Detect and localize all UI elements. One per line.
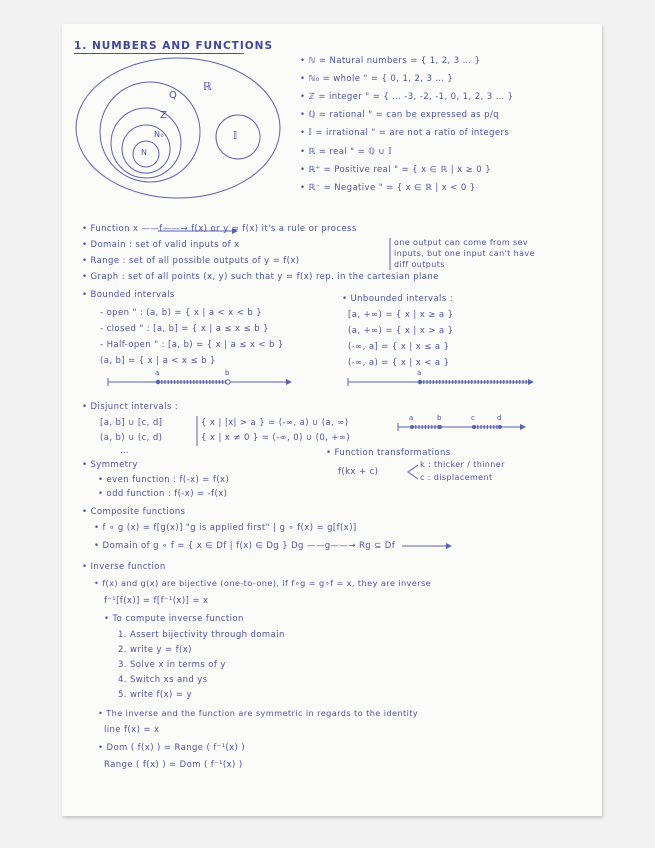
symmetry-title: • Symmetry <box>82 460 138 470</box>
set-def: • ℝ = real " = ℚ ∪ 𝕀 <box>300 147 392 157</box>
inverse-line: Range ( f(x) ) = Dom ( f⁻¹(x) ) <box>104 760 243 770</box>
venn-label-Q: Q <box>169 90 178 101</box>
disjunct-left: (a, b) ∪ (c, d) <box>100 433 163 443</box>
bounded-title: • Bounded intervals <box>82 290 175 300</box>
inverse-line: • To compute inverse function <box>104 614 244 624</box>
inverse-line: f⁻¹[f(x)] = f[f⁻¹(x)] = x <box>104 596 209 606</box>
transform-c: c : displacement <box>420 473 493 482</box>
transform-expr: f(kx + c) <box>338 467 379 477</box>
set-def: • 𝕀 = irrational " = are not a ratio of integers <box>300 128 510 138</box>
range-def: • Range : set of all possible outputs of y = f(x) <box>82 256 300 266</box>
unbounded-title: • Unbounded intervals : <box>342 294 454 304</box>
inverse-line: • f(x) and g(x) are bijective (one-to-one), if f∘g = g∘f = x, they are inverse <box>94 578 432 588</box>
page-title: 1. NUMBERS AND FUNCTIONS <box>74 40 274 52</box>
venn-label-I: 𝕀 <box>233 129 238 142</box>
unbounded-row: (-∞, a) = { x | x < a } <box>348 358 450 368</box>
set-def: • ℚ = rational " = can be expressed as p/q <box>300 110 499 120</box>
venn-I <box>216 115 260 159</box>
even-function: • even function : f(-x) = f(x) <box>98 475 230 485</box>
function-def: • Function x ——f——→ f(x) or y = f(x) it's a rule or process <box>82 224 357 234</box>
nl-label-a: a <box>155 369 160 377</box>
set-def: • ℝ⁺ = Positive real " = { x ∈ ℝ | x ≥ 0 } <box>300 165 491 175</box>
unbounded-row: (a, +∞) = { x | x > a } <box>348 326 454 336</box>
output-note: one output can come from sev <box>394 238 529 247</box>
venn-label-N: N <box>141 148 148 157</box>
inverse-step: 2. write y = f(x) <box>118 645 192 655</box>
inverse-title: • Inverse function <box>82 562 166 572</box>
venn-Q <box>100 82 200 182</box>
set-def: • ℕ = Natural numbers = { 1, 2, 3 … } <box>300 56 481 66</box>
transform-title: • Function transformations <box>326 448 451 458</box>
domain-def: • Domain : set of valid inputs of x <box>82 240 240 250</box>
composite-title: • Composite functions <box>82 507 186 517</box>
set-def: • ℕ₀ = whole " = { 0, 1, 2, 3 … } <box>300 74 454 84</box>
unbounded-row: [a, +∞) = { x | x ≥ a } <box>348 310 454 320</box>
nl-label-d: d <box>497 414 502 422</box>
unbounded-row: (-∞, a] = { x | x ≤ a } <box>348 342 450 352</box>
inverse-line: • Dom ( f(x) ) = Range ( f⁻¹(x) ) <box>98 743 246 753</box>
composite-line: • f ∘ g (x) = f[g(x)] "g is applied first" | g ∘ f(x) = g[f(x)] <box>94 523 357 533</box>
set-def: • ℤ = integer " = { … -3, -2, -1, 0, 1, 2, 3 … } <box>300 92 514 102</box>
bounded-row: - Half-open " : [a, b) = { x | a ≤ x < b } <box>100 340 284 350</box>
bounded-row: - closed " : [a, b] = { x | a ≤ x ≤ b } <box>100 324 269 334</box>
inverse-line: line f(x) = x <box>104 725 160 735</box>
bounded-row: (a, b] = { x | a < x ≤ b } <box>100 356 216 366</box>
inverse-step: 1. Assert bijectivity through domain <box>118 630 285 640</box>
inverse-step: 5. write f(x) = y <box>118 690 192 700</box>
set-def: • ℝ⁻ = Negative " = { x ∈ ℝ | x < 0 } <box>300 183 476 193</box>
venn-label-Z: Z <box>160 110 168 121</box>
composite-domain: • Domain of g ∘ f = { x ∈ Df | f(x) ∈ Dg } Dg ——g——→ Rg ⊆ Df <box>94 541 396 551</box>
nl-label-c: c <box>471 414 476 422</box>
output-note: inputs, but one input can't have <box>394 249 535 258</box>
disjunct-title: • Disjunct intervals : <box>82 402 179 412</box>
venn-label-N0: N₀ <box>154 130 164 139</box>
disjunct-dots: … <box>120 446 129 456</box>
odd-function: • odd function : f(-x) = -f(x) <box>98 489 228 499</box>
venn-label-R: ℝ <box>203 80 213 93</box>
disjunct-left: [a, b] ∪ [c, d] <box>100 418 163 428</box>
output-note: diff outputs <box>394 260 445 269</box>
nl-label-a: a <box>417 369 422 377</box>
inverse-line: • The inverse and the function are symmetric in regards to the identity <box>98 708 419 718</box>
nl-label-a: a <box>409 414 414 422</box>
disjunct-right: { x | x ≠ 0 } = (-∞, 0) ∪ (0, +∞) <box>201 433 351 443</box>
inverse-step: 4. Switch xs and ys <box>118 675 208 685</box>
nl-label-b: b <box>225 369 230 377</box>
bounded-row: - open " : (a, b) = { x | a < x < b } <box>100 308 263 318</box>
graph-def: • Graph : set of all points (x, y) such that y = f(x) rep. in the cartesian plane <box>82 272 439 282</box>
disjunct-right: { x | |x| > a } = (-∞, a) ∪ (a, ∞) <box>201 418 349 428</box>
inverse-step: 3. Solve x in terms of y <box>118 660 226 670</box>
nl-label-b: b <box>437 414 442 422</box>
transform-k: k : thicker / thinner <box>420 460 505 469</box>
